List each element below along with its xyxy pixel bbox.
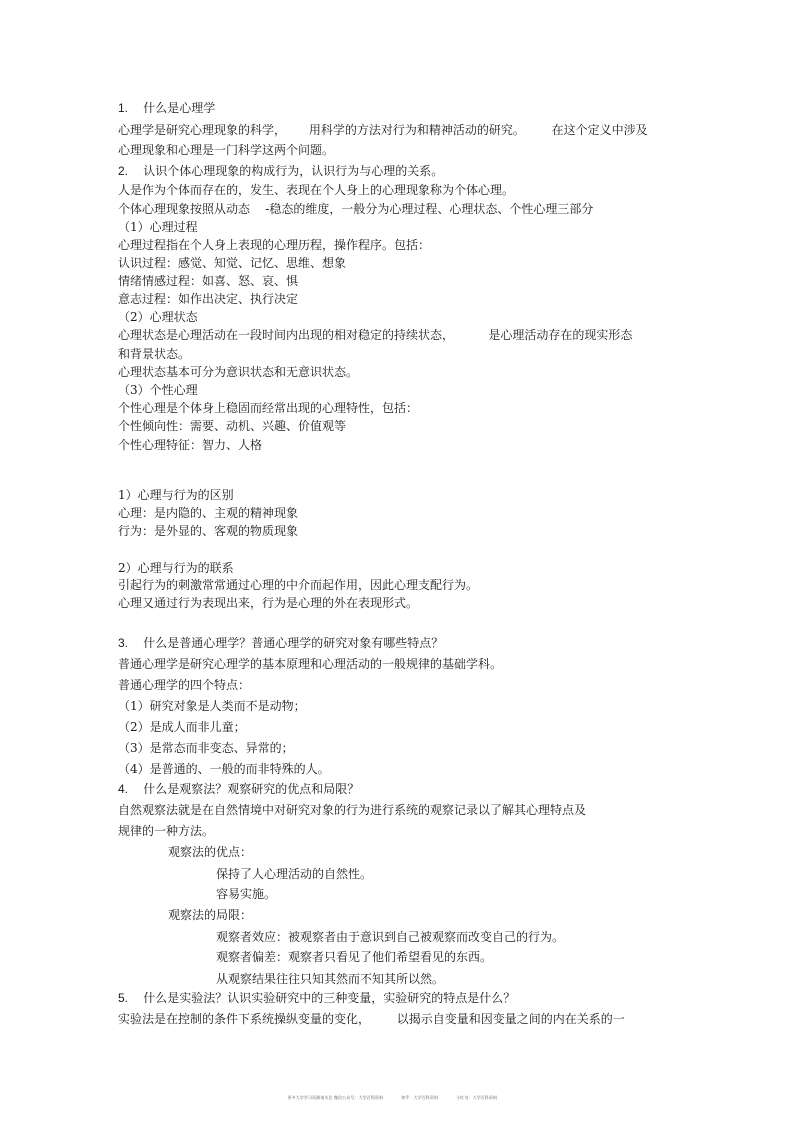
paragraph-line: 个性心理是个体身上稳固而经常出现的心理特性，包括： xyxy=(118,401,419,415)
subheading: （1）心理过程 xyxy=(118,220,198,234)
paragraph-line: 心理现象和心理是一门科学这两个问题。 xyxy=(118,143,335,157)
paragraph-line: 和背景状态。 xyxy=(118,347,191,361)
heading-1: 1. 什么是心理学 xyxy=(118,101,216,115)
list-item: （4）是普通的、一般的而非特殊的人。 xyxy=(118,762,330,776)
footer-xiaohongshu: 小红书：大学百科资料 xyxy=(456,1095,498,1100)
list-item: 从观察结果往往只知其然而不知其所以然。 xyxy=(216,972,445,986)
footer-zhihu: 知乎：大学百科资料 xyxy=(401,1095,439,1100)
paragraph-line: 个性心理特征：智力、人格 xyxy=(118,438,263,452)
list-item: （3）是常态而非变态、异常的； xyxy=(118,741,294,755)
subheading: 2）心理与行为的联系 xyxy=(118,561,234,575)
list-item: 观察者效应：被观察者由于意识到自己被观察而改变自己的行为。 xyxy=(216,930,565,944)
paragraph-line: 心理状态是心理活动在一段时间内出现的相对稳定的持续状态， 是心理活动存在的现实形态 xyxy=(118,328,633,342)
subheading: （3）个性心理 xyxy=(118,383,198,397)
paragraph-line: 个性倾向性：需要、动机、兴趣、价值观等 xyxy=(118,419,347,433)
paragraph-line: 心理过程指在个人身上表现的心理历程，操作程序。包括： xyxy=(118,238,431,252)
heading-3: 3. 什么是普通心理学？普通心理学的研究对象有哪些特点？ xyxy=(118,636,444,650)
paragraph-line: 普通心理学是研究心理学的基本原理和心理活动的一般规律的基础学科。 xyxy=(118,657,503,671)
paragraph-line: 意志过程：如作出决定、执行决定 xyxy=(118,292,299,306)
subheading: 观察法的局限： xyxy=(168,908,253,922)
list-item: （1）研究对象是人类而不是动物； xyxy=(118,699,306,713)
paragraph-line: 实验法是在控制的条件下系统操纵变量的变化， 以揭示自变量和因变量之间的内在关系的一 xyxy=(118,1012,625,1026)
subheading: （2）心理状态 xyxy=(118,310,198,324)
paragraph-line: 个体心理现象按照从动态 -稳态的维度，一般分为心理过程、心理状态、个性心理三部分 xyxy=(118,202,594,216)
paragraph-line: 行为：是外显的、客观的物质现象 xyxy=(118,524,299,538)
heading-5: 5. 什么是实验法？认识实验研究中的三种变量，实验研究的特点是什么？ xyxy=(118,991,516,1005)
paragraph-line: 心理状态基本可分为意识状态和无意识状态。 xyxy=(118,365,359,379)
paragraph-line: 情绪情感过程：如喜、怒、哀、惧 xyxy=(118,274,299,288)
heading-2: 2. 认识个体心理现象的构成行为，认识行为与心理的关系。 xyxy=(118,164,444,178)
list-item: 保持了人心理活动的自然性。 xyxy=(216,867,373,881)
paragraph-line: 心理：是内隐的、主观的精神现象 xyxy=(118,506,299,520)
footer-promo: 更多大学学习资源请关注 微信公众号：大学百科资料 xyxy=(287,1095,384,1100)
subheading: 1）心理与行为的区别 xyxy=(118,488,234,502)
list-item: 容易实施。 xyxy=(216,887,277,901)
paragraph-line: 普通心理学的四个特点： xyxy=(118,678,251,692)
paragraph-line: 心理学是研究心理现象的科学， 用科学的方法对行为和精神活动的研究。 在这个定义中涉及 xyxy=(118,123,648,137)
list-item: （2）是成人而非儿童； xyxy=(118,720,246,734)
paragraph-line: 人是作为个体而存在的，发生、表现在个人身上的心理现象称为个体心理。 xyxy=(118,183,515,197)
heading-4: 4. 什么是观察法？观察研究的优点和局限？ xyxy=(118,782,360,796)
subheading: 观察法的优点： xyxy=(168,845,253,859)
page-footer xyxy=(282,1090,515,1106)
paragraph-line: 认识过程：感觉、知觉、记忆、思维、想象 xyxy=(118,256,347,270)
paragraph-line: 规律的一种方法。 xyxy=(118,824,215,838)
paragraph-line: 心理又通过行为表现出来，行为是心理的外在表现形式。 xyxy=(118,596,419,610)
list-item: 观察者偏差：观察者只看见了他们希望看见的东西。 xyxy=(216,950,493,964)
paragraph-line: 引起行为的刺激常常通过心理的中介而起作用，因此心理支配行为。 xyxy=(118,578,479,592)
paragraph-line: 自然观察法就是在自然情境中对研究对象的行为进行系统的观察记录以了解其心理特点及 xyxy=(118,803,587,817)
